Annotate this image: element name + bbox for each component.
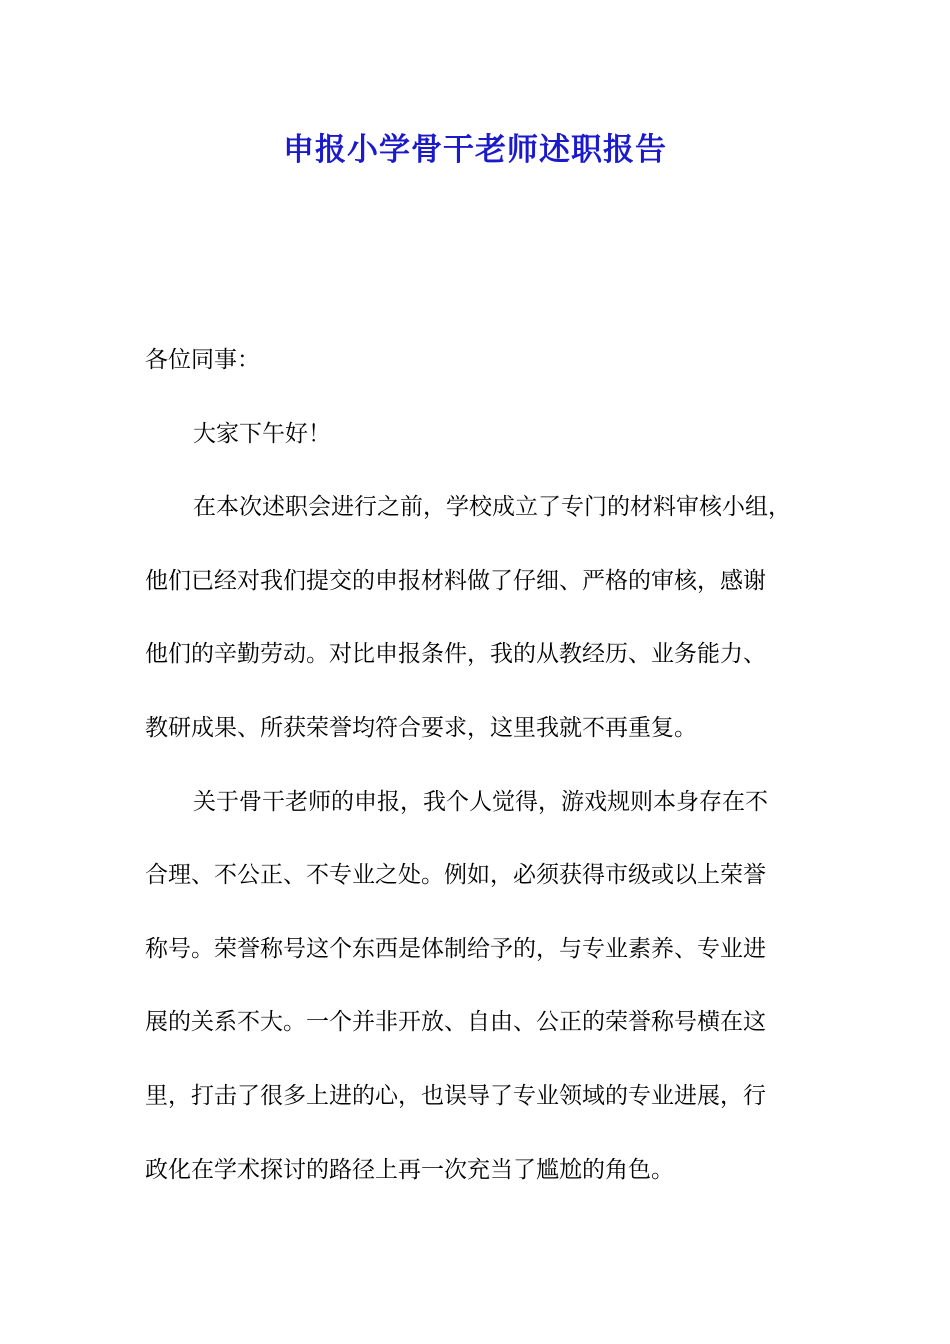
paragraph-line: 里，打击了很多上进的心，也误导了专业领域的专业进展，行 bbox=[145, 1082, 766, 1109]
paragraph-line: 合理、不公正、不专业之处。例如，必须获得市级或以上荣誉 bbox=[145, 862, 766, 889]
paragraph-1 bbox=[145, 485, 810, 751]
paragraph-line: 教研成果、所获荣誉均符合要求，这里我就不再重复。 bbox=[145, 714, 697, 741]
salutation: 各位同事： bbox=[145, 347, 260, 373]
paragraph-line: 称号。荣誉称号这个东西是体制给予的，与专业素养、专业进 bbox=[145, 935, 766, 962]
paragraph-2 bbox=[145, 780, 810, 1193]
paragraph-line: 他们的辛勤劳动。对比申报条件，我的从教经历、业务能力、 bbox=[145, 641, 766, 668]
paragraph-line: 关于骨干老师的申报，我个人觉得，游戏规则本身存在不 bbox=[193, 788, 768, 815]
paragraph-line: 在本次述职会进行之前，学校成立了专门的材料审核小组， bbox=[193, 494, 791, 521]
greeting: 大家下午好！ bbox=[193, 420, 331, 447]
document-title: 申报小学骨干老师述职报告 bbox=[283, 132, 667, 168]
paragraph-line: 展的关系不大。一个并非开放、自由、公正的荣誉称号横在这 bbox=[145, 1009, 766, 1036]
paragraph-line: 政化在学术探讨的路径上再一次充当了尴尬的角色。 bbox=[145, 1156, 674, 1183]
document-body bbox=[145, 338, 810, 1221]
paragraph-line: 他们已经对我们提交的申报材料做了仔细、严格的审核，感谢 bbox=[145, 567, 766, 594]
